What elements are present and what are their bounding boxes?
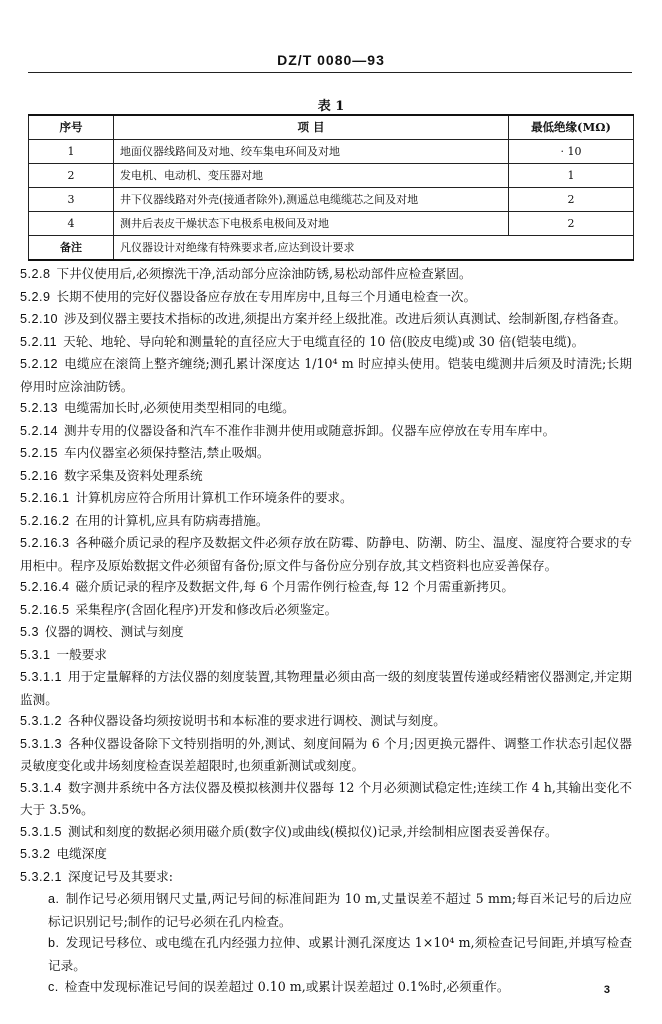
list-item [20, 976, 632, 999]
clause-number: 5.2.12 [20, 357, 59, 371]
row-no: 4 [29, 212, 114, 236]
clause [20, 576, 632, 599]
clause [20, 821, 632, 844]
clause [20, 286, 632, 309]
row-value: 2 [509, 212, 634, 236]
clause-text: 计算机房应符合所用计算机工作环境条件的要求。 [75, 490, 353, 505]
clause-number: 5.2.16.5 [20, 602, 70, 617]
clause-number: 5.2.16.4 [20, 580, 70, 594]
clause-text: 在用的计算机,应具有防病毒措施。 [75, 512, 269, 528]
table-row [29, 212, 634, 236]
column-header-item: 项 目 [114, 115, 509, 140]
clause-number: 5.3.1.4 [20, 780, 63, 795]
clause-number: 5.3.1.5 [20, 824, 63, 839]
clause [20, 487, 632, 510]
body-text [20, 263, 632, 999]
clause [20, 733, 632, 777]
clause-text: 磁介质记录的程序及数据文件,每 6 个月需作例行检查,每 12 个月需重新拷贝。 [75, 579, 514, 594]
table-row [29, 140, 634, 164]
list-item-text: 发现记号移位、或电缆在孔内经强力拉伸、或累计测孔深度达 1×10⁴ m,须检查记号间距,并填写检查记录。 [48, 935, 632, 973]
clause [20, 532, 632, 576]
clause-number: 5.2.16 [20, 468, 59, 483]
clause [20, 331, 632, 354]
clause-text: 测井专用的仪器设备和汽车不准作非测井使用或随意拆卸。仪器车应停放在专用车库中。 [64, 422, 556, 438]
clause [20, 442, 632, 465]
row-item: 井下仪器线路对外壳(接通者除外),测遥总电缆缆芯之间及对地 [114, 188, 509, 212]
clause [20, 710, 632, 733]
clause-number: 5.3.1.3 [20, 736, 63, 751]
column-header-min-insulation: 最低绝缘(MΩ) [509, 115, 634, 140]
clause-number: 5.2.14 [20, 423, 59, 438]
clause [20, 777, 632, 821]
clause-text: 涉及到仪器主要技术指标的改进,须提出方案并经上级批准。改进后须认真测试、绘制新图,存档备查。 [64, 311, 627, 326]
list-item-text: 制作记号必须用钢尺丈量,两记号间的标准间距为 10 m,丈量误差不超过 5 mm;每百米记号的后边应标记识别记号;制作的记号必须在孔内检查。 [48, 891, 632, 929]
list-item-text: 检查中发现标准记号间的误差超过 0.10 m,或累计误差超过 0.1%时,必须重作。 [64, 979, 510, 994]
row-item: 测井后表皮干燥状态下电极系电极间及对地 [114, 212, 509, 236]
clause-text: 数字采集及资料处理系统 [64, 467, 203, 483]
clause-number: 5.3.2 [20, 847, 51, 861]
insulation-table [28, 114, 634, 261]
table-note-row [29, 236, 634, 261]
row-item: 发电机、电动机、变压器对地 [114, 164, 509, 188]
clause-number: 5.3.2.1 [20, 869, 63, 884]
clause [20, 353, 632, 397]
note-label: 备注 [29, 236, 114, 261]
clause [20, 510, 632, 533]
row-no: 1 [29, 140, 114, 164]
list-marker: c. [48, 980, 59, 994]
clause-number: 5.2.8 [20, 267, 51, 281]
clause-text: 各种磁介质记录的程序及数据文件必须存放在防霉、防静电、防潮、防尘、温度、湿度符合要求的专用柜中。程序及原始数据文件必须留有备份;原文件与备份应分别存放,其文档资料也应妥善保存。 [20, 535, 632, 573]
clause-text: 电缆深度 [56, 846, 107, 861]
clause-text: 电缆应在滚筒上整齐缠绕;测孔累计深度达 1/10⁴ m 时应掉头使用。铠装电缆测井后须及时清洗;长期停用时应涂油防锈。 [20, 356, 632, 394]
subsection-heading [20, 843, 632, 866]
note-text: 凡仪器设计对绝缘有特殊要求者,应达到设计要求 [114, 236, 634, 261]
row-no: 3 [29, 188, 114, 212]
clause-text: 深度记号及其要求: [68, 868, 174, 884]
list-marker: a. [48, 892, 60, 906]
clause [20, 397, 632, 420]
row-value: · 10 [509, 140, 634, 164]
clause [20, 666, 632, 710]
clause-number: 5.3.1 [20, 647, 51, 662]
header-rule [28, 72, 632, 73]
page-number: 3 [603, 984, 610, 996]
clause-text: 车内仪器室必须保持整洁,禁止吸烟。 [64, 445, 270, 460]
clause-number: 5.2.13 [20, 401, 59, 415]
clause-text: 采集程序(含固化程序)开发和修改后必须鉴定。 [75, 601, 338, 617]
clause-number: 5.2.11 [20, 334, 58, 349]
clause [20, 866, 632, 889]
clause-text: 仪器的调校、测试与刻度 [45, 624, 184, 639]
clause-number: 5.2.10 [20, 312, 59, 326]
clause-text: 数字测井系统中各方法仪器及模拟核测井仪器每 12 个月必须测试稳定性;连续工作 4 h,其输出变化不大于 3.5%。 [20, 779, 632, 817]
row-item: 地面仪器线路间及对地、绞车集电环间及对地 [114, 140, 509, 164]
clause-number: 5.3.1.1 [20, 670, 63, 684]
table-header-row [29, 115, 634, 140]
clause-text: 用于定量解释的方法仪器的刻度装置,其物理量必须由高一级的刻度装置传递或经精密仪器测定,并定期监测。 [20, 669, 632, 707]
list-marker: b. [48, 936, 60, 950]
column-header-no: 序号 [29, 115, 114, 140]
clause-text: 各种仪器设备均须按说明书和本标准的要求进行调校、测试与刻度。 [68, 713, 446, 728]
clause-text: 测试和刻度的数据必须用磁介质(数字仪)或曲线(模拟仪)记录,并绘制相应图表妥善保存。 [68, 823, 558, 839]
clause-text: 长期不使用的完好仪器设备应存放在专用库房中,且每三个月通电检查一次。 [56, 288, 477, 304]
clause-number: 5.3.1.2 [20, 714, 63, 728]
standard-number: DZ/T 0080—93 [277, 52, 385, 68]
table-title: 表 1 [317, 99, 345, 114]
clause [20, 420, 632, 443]
clause [20, 263, 632, 286]
clause-number: 5.2.15 [20, 446, 59, 460]
clause-number: 5.3 [20, 625, 40, 639]
clause-number: 5.2.9 [20, 289, 51, 304]
clause [20, 599, 632, 622]
clause-number: 5.2.16.3 [20, 536, 70, 550]
list-item [20, 932, 632, 976]
table-row [29, 164, 634, 188]
clause-text: 电缆需加长时,必须使用类型相同的电缆。 [64, 400, 295, 415]
row-no: 2 [29, 164, 114, 188]
clause-number: 5.2.16.1 [20, 491, 70, 505]
section-heading [20, 621, 632, 644]
clause-text: 各种仪器设备除下文特别指明的外,测试、刻度间隔为 6 个月;因更换元器件、调整工作状态引起仪器灵敏度变化或井场刻度检查误差超限时,也须重新测试或刻度。 [20, 735, 632, 773]
clause-text: 下井仪使用后,必须擦洗干净,活动部分应涂油防锈,易松动部件应检查紧固。 [56, 266, 472, 281]
row-value: 2 [509, 188, 634, 212]
row-value: 1 [509, 164, 634, 188]
list-item [20, 888, 632, 932]
clause [20, 465, 632, 488]
clause [20, 308, 632, 331]
clause-text: 天轮、地轮、导向轮和测量轮的直径应大于电缆直径的 10 倍(胶皮电缆)或 30 倍(铠装电缆)。 [63, 333, 585, 349]
clause-text: 一般要求 [56, 646, 107, 662]
clause-number: 5.2.16.2 [20, 513, 70, 528]
subsection-heading [20, 644, 632, 667]
table-row [29, 188, 634, 212]
